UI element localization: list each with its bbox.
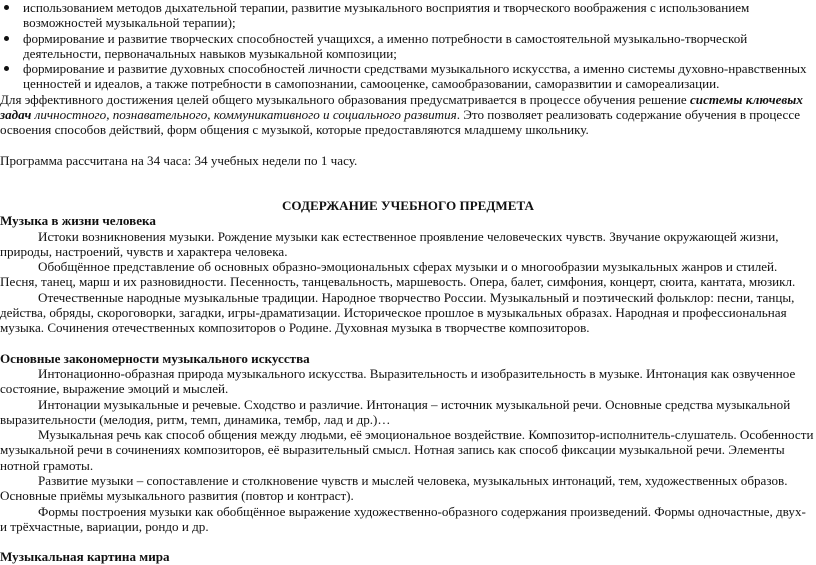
section-paragraph: Интонационно-образная природа музыкального искусства. Выразительность и изобразительность в музыке. Интонация как озвученное состояние, выражение эмоций и мыслей. — [0, 365, 796, 397]
list-item — [0, 0, 816, 31]
intro-text-end: . Это позволяет реализовать содержание обучения в процессе освоения способов действий, форм общения с музыкой, которые предоставляются младшему школьнику. — [0, 107, 801, 138]
section-heading: Основные закономерности музыкального искусства — [0, 350, 310, 366]
development-types-emphasis: личностного, познавательного, коммуникативного и социального развития — [31, 107, 457, 123]
intro-paragraph — [0, 92, 816, 138]
goals-list — [0, 0, 816, 92]
bullet-icon — [4, 5, 9, 10]
section-paragraph: Интонации музыкальные и речевые. Сходство и различие. Интонация – источник музыкальной речи. Основные средства музыкальной выразительности (мелодия, ритм, темп, динамика, тембр, лад и др.)… — [0, 396, 791, 427]
key-tasks-emphasis: системы ключевых задач — [0, 91, 803, 123]
bullet-icon — [4, 66, 9, 71]
content-title: СОДЕРЖАНИЕ УЧЕБНОГО ПРЕДМЕТА — [281, 197, 535, 213]
list-item — [0, 61, 816, 92]
list-item — [0, 31, 816, 62]
section-paragraph: Обобщённое представление об основных образно-эмоциональных сферах музыки и о многообразии музыкальных жанров и стилей. Песня, танец, марш и их разновидности. Песенность, танцевальность, маршевость. Опера, балет, симфония, концерт, сюита, кантата, мюзикл. — [0, 259, 796, 290]
section-paragraph: Отечественные народные музыкальные традиции. Народное творчество России. Музыкальный и поэтический фольклор: песни, танцы, действа, обряды, скороговорки, загадки, игры-драматизации. Историческое прошлое в музыкальных образах. Народная и профессиональная музыка. Сочинения отечественных композиторов о Родине. Духовная музыка в творчестве композиторов. — [0, 289, 795, 336]
section-heading: Музыкальная картина мира — [0, 549, 170, 565]
list-item-text: формирование и развитие творческих способностей учащихся, а именно потребности в самостоятельной музыкально-творческой деятельности, первоначальных навыков музыкальной композиции; — [23, 30, 748, 61]
section-heading: Музыка в жизни человека — [0, 213, 156, 229]
section-paragraph: Формы построения музыки как обобщённое выражение художественно-образного содержания произведений. Формы одночастные, двух- и трёхчастные, вариации, рондо и др. — [0, 503, 806, 534]
list-item-text: формирование и развитие духовных способностей личности средствами музыкального искусства, а именно системы духовно-нравственных ценностей и идеалов, а также потребности в самопознании, самооценке, самообразовании, саморазвитии и самореализации. — [23, 61, 807, 92]
section-paragraph: Музыкальная речь как способ общения между людьми, её эмоциональное воздействие. Композитор-исполнитель-слушатель. Особенности музыкальной речи в сочинениях композиторов, её выразительный смысл. Нотная запись как способ фиксации музыкальной речи. Элементы нотной грамоты. — [0, 427, 814, 473]
section-paragraph: Истоки возникновения музыки. Рождение музыки как естественное проявление человеческих чувств. Звучание окружающей жизни, природы, настроений, чувств и характера человека. — [0, 228, 779, 259]
hours-note: Программа рассчитана на 34 часа: 34 учебных недели по 1 часу. — [0, 152, 358, 168]
list-item-text: использованием методов дыхательной терапии, развитие музыкального восприятия и творческого воображения с использованием возможностей музыкальной терапии); — [23, 0, 750, 31]
section-paragraph: Развитие музыки – сопоставление и столкновение чувств и мыслей человека, музыкальных интонаций, тем, художественных образов. Основные приёмы музыкального развития (повтор и контраст). — [0, 473, 788, 504]
bullet-icon — [4, 36, 9, 41]
intro-text: Для эффективного достижения целей общего музыкального образования предусматривается в процессе обучения решение — [0, 91, 690, 107]
